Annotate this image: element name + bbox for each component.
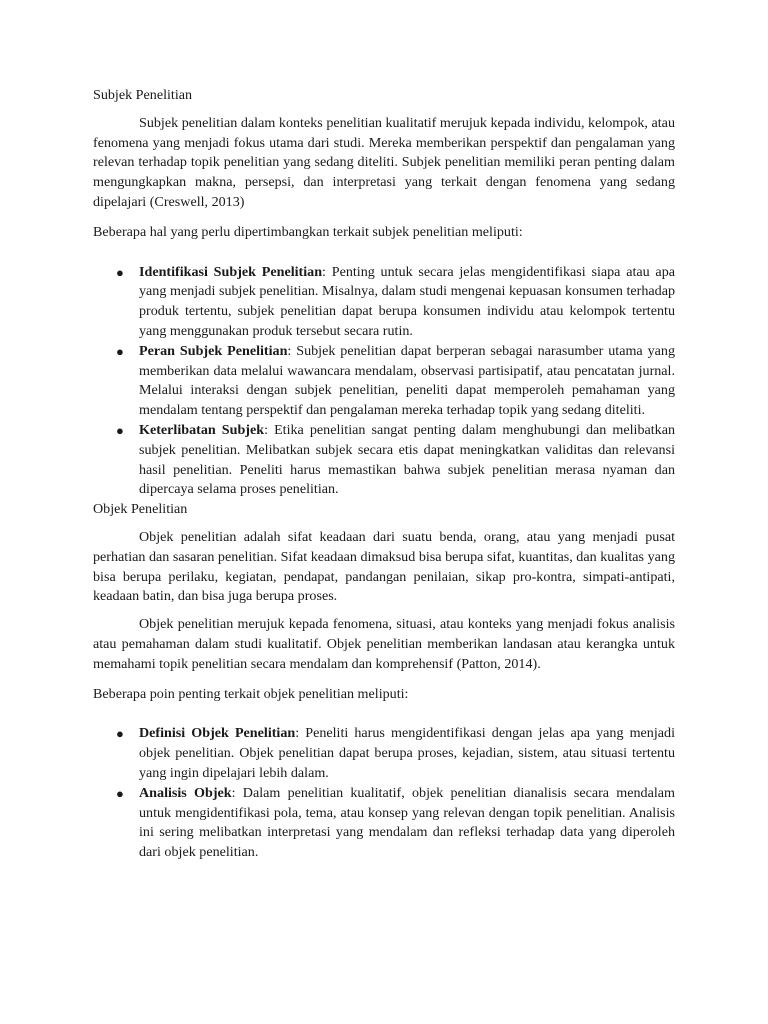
bullet-icon: ● [116,785,124,801]
list-item-text: : Etika penelitian sangat penting dalam menghubungi dan melibatkan subjek penelitian. Melibatkan subjek secara etis dapat meningkatkan validitas dan relevansi hasil penelitian. Peneliti harus memastikan bahwa subjek penelitian merasa nyaman dan dipercaya selama proses penelitian. [139,421,676,498]
list-item-term: Peran Subjek Penelitian [139,342,288,359]
list-item [93,421,675,500]
bullet-list-objek [93,724,675,863]
list-item [93,342,675,421]
list-item-text: : Subjek penelitian dapat berperan sebagai narasumber utama yang memberikan data melalui wawancara mendalam, observasi partisipatif, atau pencatatan jurnal. Melalui interaksi dengan subjek penelitian, peneliti dapat memperoleh pemahaman yang mendalam tentang perspektif dan pengalaman mereka terhadap topik yang sedang diteliti. [139,342,675,419]
list-item [93,784,675,863]
list-item-term: Keterlibatan Subjek [139,421,265,438]
list-item-text: : Peneliti harus mengidentifikasi dengan jelas apa yang menjadi objek penelitian. Objek penelitian dapat berupa proses, kejadian, sistem, atau situasi tertentu yang ingin dipelajari lebih dalam. [139,725,675,781]
list-item-text: : Dalam penelitian kualitatif, objek penelitian dianalisis secara mendalam untuk mengidentifikasi pola, tema, atau konsep yang relevan dengan topik penelitian. Analisis ini sering melibatkan interpretasi yang mendalam dan refleksi terhadap data yang diperoleh dari objek penelitian. [139,784,675,861]
list-item [93,263,675,342]
bullet-icon: ● [116,264,124,280]
list-item-term: Analisis Objek [139,784,232,801]
list-item-term: Definisi Objek Penelitian [139,725,296,742]
bullet-icon: ● [116,726,124,742]
bullet-list-subjek [93,263,675,501]
bullet-icon: ● [116,422,124,438]
paragraph-subjek: Subjek penelitian dalam konteks penelitian kualitatif merujuk kepada individu, kelompok, atau fenomena yang menjadi fokus utama dari studi. Mereka memberikan perspektif dan pengalaman yang relevan terhadap topik penelitian yang sedang diteliti. Subjek penelitian memiliki peran penting dalam mengungkapkan makna, persepsi, dan interpretasi yang terkait dengan fenomena yang sedang dipelajari (Creswell, 2013) [93,114,675,210]
paragraph-objek-1: Objek penelitian adalah sifat keadaan dari suatu benda, orang, atau yang menjadi pusat perhatian dan sasaran penelitian. Sifat keadaan dimaksud bisa berupa sifat, kuantitas, dan kualitas yang bisa berupa perilaku, kegiatan, pendapat, pandangan penilaian, sikap pro-kontra, simpati-antipati, keadaan batin, dan bisa juga berupa proses. [93,528,675,605]
section-heading-subjek: Subjek Penelitian [93,87,193,103]
list-item-text: : Penting untuk secara jelas mengidentifikasi siapa atau apa yang menjadi subjek penelitian. Misalnya, dalam studi mengenai kepuasan konsumen terhadap produk tertentu, subjek penelitian dapat berupa konsumen individu atau kelompok tertentu yang menggunakan produk tersebut secara rutin. [139,263,675,339]
list-item-term: Identifikasi Subjek Penelitian [139,263,323,280]
section-heading-objek: Objek Penelitian [93,501,188,518]
document-page [93,86,675,863]
intro-objek: Beberapa poin penting terkait objek penelitian meliputi: [93,685,409,702]
paragraph-objek-2: Objek penelitian merujuk kepada fenomena, situasi, atau konteks yang menjadi fokus analisis atau pemahaman dalam studi kualitatif. Objek penelitian memberikan landasan atau kerangka untuk memahami topik penelitian secara mendalam dan komprehensif (Patton, 2014). [93,616,675,672]
list-item [93,724,675,783]
intro-subjek: Beberapa hal yang perlu dipertimbangkan terkait subjek penelitian meliputi: [93,223,523,240]
bullet-icon: ● [116,343,124,359]
